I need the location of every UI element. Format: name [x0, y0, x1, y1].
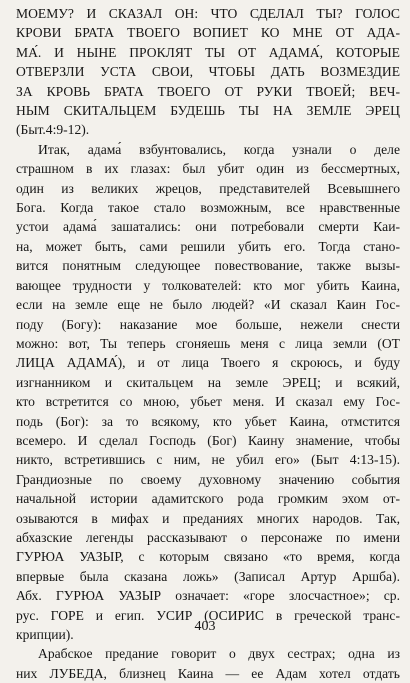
- text-line: Абх. ГУРЮА УАЗЫР означает: «горе злосчастное»; ср.: [16, 588, 400, 604]
- text-line: ОТВЕРЗЛИ УСТА СВОИ, ЧТОБЫ ДАТЬ ВОЗМЕЗДИЕ: [16, 64, 400, 80]
- text-line: устои адама́ зашатались: они потребовали смерти Каи-: [16, 219, 400, 235]
- text-line: ГУРЮА УАЗЫР, с которым связано «то время, когда: [16, 549, 400, 565]
- text-line: кто встретится со мною, убьет меня. И сказал ему Гос-: [16, 394, 400, 410]
- text-line: Бога. Когда такое стало возможным, все нравственные: [16, 200, 400, 216]
- text-line: КРОВИ БРАТА ТВОЕГО ВОПИЕТ КО МНЕ ОТ АДА-: [16, 25, 400, 41]
- text-line: подь (Бог): за то всякому, кто убьет Каина, отмстится: [16, 413, 400, 429]
- text-line: можно: вот, Ты теперь сгоняешь меня с лица земли (ОТ: [16, 335, 400, 351]
- text-line: поду (Богу): наказание мое больше, нежели снести: [16, 316, 400, 332]
- text-line: (Быт.4:9-12).: [16, 122, 90, 138]
- text-line: Грандиозные по своему духовному значению события: [16, 471, 400, 487]
- page-number: 403: [194, 619, 216, 634]
- text-line: страшном в их глазах: был убит один из бессмертных,: [16, 161, 400, 177]
- text-line: озываются в мифах и преданиях многих народов. Так,: [16, 510, 400, 526]
- body-text: [16, 4, 400, 683]
- text-line: никто, встретившись с ним, не убил его» (Быт 4:13-15).: [16, 452, 400, 468]
- text-line: на, может быть, сами решили убить его. Тогда стано-: [16, 238, 400, 254]
- text-line: впервые была сказана ложь» (Записал Артур Аршба).: [16, 568, 400, 584]
- text-line: вающее трудности у толкователей: кто мог убить Каина,: [16, 277, 400, 293]
- text-line: Итак, адама́ взбунтовались, когда узнали о деле: [38, 141, 400, 157]
- text-line: них ЛУБЕДА, близнец Каина — ее Адам хотел отдать: [16, 665, 400, 681]
- text-line: крипции).: [16, 627, 74, 642]
- text-line: рус. ГОРЕ и егип. УСИР (ОСИРИС в греческой транс-: [16, 607, 400, 623]
- text-line: МА́. И НЫНЕ ПРОКЛЯТ ТЫ ОТ АДАМА́, КОТОРЫЕ: [16, 44, 400, 60]
- text-line: вится понятным следующее повествование, также вызы-: [16, 258, 400, 274]
- text-line: МОЕМУ? И СКАЗАЛ ОН: ЧТО СДЕЛАЛ ТЫ? ГОЛОС: [16, 6, 400, 21]
- text-line: если на земле еще не было людей? «И сказал Каин Гос-: [16, 297, 400, 313]
- text-line: абхазские легенды рассказывают о персонаже по имени: [16, 529, 400, 545]
- text-line: ЛИЦА АДАМА́), и от лица Твоего я скроюсь, и буду: [16, 355, 400, 371]
- text-line: изгнанником и скитальцем на земле ЭРЕЦ; и всякий,: [16, 374, 400, 390]
- text-line: всемеро. И сделал Господь (Бог) Каину знамение, чтобы: [16, 432, 400, 448]
- text-line: начальной истории адамитского рода громким эхом от-: [16, 491, 400, 507]
- text-line: Арабское предание говорит о двух сестрах; одна из: [38, 646, 400, 662]
- text-line: НЫМ СКИТАЛЬЦЕМ БУДЕШЬ ТЫ НА ЗЕМЛЕ ЭРЕЦ: [16, 103, 400, 119]
- text-line: ЗА КРОВЬ БРАТА ТВОЕГО ОТ РУКИ ТВОЕЙ; ВЕЧ-: [16, 83, 400, 99]
- text-line: один из великих жрецов, представителей Всевышнего: [16, 180, 400, 196]
